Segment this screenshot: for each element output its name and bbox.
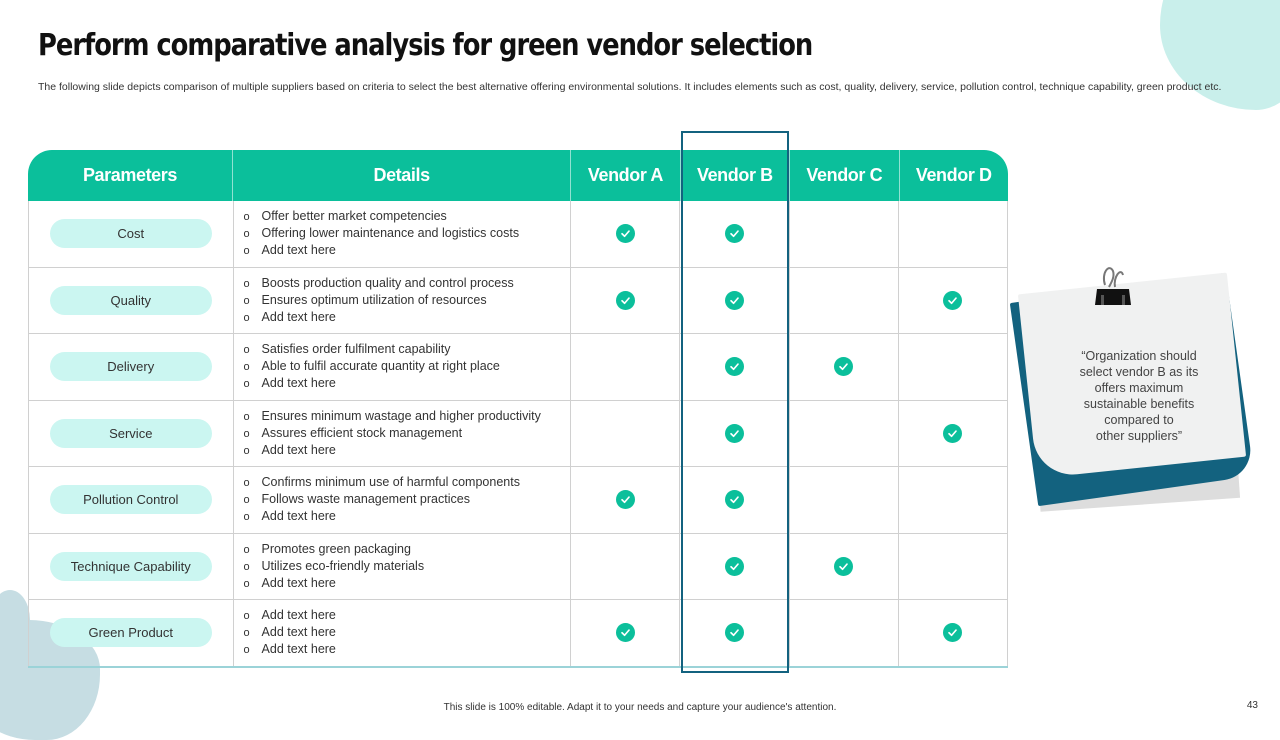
header-vendor-b: Vendor B [680, 150, 789, 201]
parameter-cell [28, 201, 233, 267]
bullet-marker: o [243, 277, 250, 290]
details-cell [233, 334, 571, 400]
vendor-d-cell [898, 268, 1008, 334]
note-line: sustainable benefits [1083, 397, 1195, 411]
details-item [244, 358, 500, 375]
details-list [234, 275, 514, 326]
note-text [1067, 348, 1211, 444]
vendor-b-cell [679, 268, 788, 334]
details-item [244, 242, 520, 259]
check-circle-icon [943, 291, 962, 310]
bullet-marker: o [243, 245, 250, 258]
details-cell [233, 401, 571, 467]
table-row [28, 201, 1008, 268]
vendor-b-cell [679, 201, 788, 267]
details-text: Satisfies order fulfilment capability [261, 342, 451, 357]
check-circle-icon [725, 357, 744, 376]
details-text: Add text here [261, 625, 336, 640]
vendor-d-cell [898, 201, 1008, 267]
slide-title: Perform comparative analysis for green vendor selection [38, 28, 813, 63]
details-item [244, 607, 336, 624]
parameter-cell [28, 600, 233, 666]
details-text: Add text here [261, 442, 336, 457]
table-row [28, 268, 1008, 335]
table-row [28, 334, 1008, 401]
bullet-marker: o [243, 344, 250, 357]
details-item [244, 341, 500, 358]
check-circle-icon [834, 557, 853, 576]
bullet-marker: o [243, 477, 250, 490]
note-line: “Organization should [1081, 349, 1197, 363]
vendor-d-cell [898, 600, 1008, 666]
details-text: Promotes green packaging [261, 541, 411, 556]
details-cell [233, 467, 571, 533]
vendor-d-cell [898, 467, 1008, 533]
bullet-marker: o [243, 427, 250, 440]
details-text: Utilizes eco-friendly materials [261, 558, 425, 573]
table-header [28, 150, 1008, 201]
details-item [244, 408, 541, 425]
header-details: Details [232, 150, 570, 201]
vendor-c-cell [789, 600, 898, 666]
check-circle-icon [943, 424, 962, 443]
details-item [244, 541, 425, 558]
details-item [244, 474, 520, 491]
details-text: Add text here [261, 642, 336, 657]
binder-clip-icon [1091, 265, 1135, 316]
table-row [28, 600, 1008, 668]
details-item [244, 491, 520, 508]
details-text: Able to fulfil accurate quantity at right place [261, 359, 500, 374]
details-text: Add text here [261, 608, 336, 623]
vendor-d-cell [898, 401, 1008, 467]
check-circle-icon [725, 490, 744, 509]
note-line: other suppliers” [1095, 429, 1183, 443]
bullet-marker: o [243, 627, 250, 640]
bullet-marker: o [243, 361, 250, 374]
details-item [244, 208, 520, 225]
details-item [244, 442, 541, 459]
recommendation-note [1015, 265, 1255, 515]
details-text: Confirms minimum use of harmful components [261, 475, 520, 490]
check-circle-icon [616, 490, 635, 509]
details-list [234, 607, 336, 658]
header-vendor-a: Vendor A [570, 150, 679, 201]
check-circle-icon [725, 424, 744, 443]
bullet-marker: o [243, 511, 250, 524]
details-list [234, 408, 541, 459]
check-circle-icon [616, 291, 635, 310]
slide-subtitle: The following slide depicts comparison of multiple suppliers based on criteria to select the best alternative offering environmental solutions. It includes elements such as cost, quality, delivery, service, pollution control, technique capability, green product etc. [38, 81, 1222, 93]
table-row [28, 467, 1008, 534]
vendor-a-cell [570, 534, 679, 600]
check-circle-icon [725, 557, 744, 576]
header-vendor-d: Vendor D [899, 150, 1008, 201]
parameter-cell [28, 401, 233, 467]
header-parameters: Parameters [82, 165, 178, 185]
details-item [244, 641, 336, 658]
note-line: compared to [1104, 413, 1174, 427]
vendor-c-cell [789, 201, 898, 267]
parameter-cell [28, 467, 233, 533]
note-line: offers maximum [1094, 381, 1184, 395]
vendor-a-cell [570, 334, 679, 400]
details-text: Add text here [261, 243, 336, 258]
parameter-pill: Quality [50, 286, 212, 315]
check-circle-icon [834, 357, 853, 376]
details-cell [233, 201, 571, 267]
vendor-b-cell [679, 534, 788, 600]
details-text: Offer better market competencies [261, 209, 447, 224]
parameter-pill: Delivery [50, 352, 212, 381]
bullet-marker: o [243, 228, 250, 241]
bullet-marker: o [243, 560, 250, 573]
details-text: Add text here [261, 575, 336, 590]
details-item [244, 425, 541, 442]
details-text: Ensures optimum utilization of resources [261, 292, 487, 307]
bullet-marker: o [243, 294, 250, 307]
details-text: Ensures minimum wastage and higher productivity [261, 408, 541, 423]
parameter-cell [28, 534, 233, 600]
check-circle-icon [616, 623, 635, 642]
parameter-pill: Green Product [50, 618, 212, 647]
details-list [234, 541, 425, 592]
bullet-marker: o [243, 211, 250, 224]
vendor-d-cell [898, 334, 1008, 400]
vendor-c-cell [789, 334, 898, 400]
details-list [234, 474, 520, 525]
table-row [28, 534, 1008, 601]
details-text: Add text here [261, 509, 336, 524]
details-text: Add text here [261, 376, 336, 391]
comparison-table [28, 150, 1008, 668]
vendor-c-cell [789, 467, 898, 533]
details-item [244, 225, 520, 242]
parameter-pill: Pollution Control [50, 485, 212, 514]
details-list [234, 208, 520, 259]
parameter-pill: Technique Capability [50, 552, 212, 581]
vendor-b-cell [679, 401, 788, 467]
header-vendor-c: Vendor C [789, 150, 898, 201]
check-circle-icon [725, 291, 744, 310]
details-cell [233, 600, 571, 666]
details-text: Offering lower maintenance and logistics costs [261, 226, 520, 241]
parameter-cell [28, 334, 233, 400]
bullet-marker: o [243, 644, 250, 657]
vendor-c-cell [789, 534, 898, 600]
bullet-marker: o [243, 378, 250, 391]
vendor-c-cell [789, 268, 898, 334]
bullet-marker: o [243, 610, 250, 623]
page-number: 43 [1246, 700, 1258, 711]
check-circle-icon [616, 224, 635, 243]
details-item [244, 292, 514, 309]
bullet-marker: o [243, 577, 250, 590]
table-body [28, 201, 1008, 668]
bullet-marker: o [243, 444, 250, 457]
vendor-d-cell [898, 534, 1008, 600]
check-circle-icon [943, 623, 962, 642]
details-text: Boosts production quality and control process [261, 275, 514, 290]
vendor-a-cell [570, 201, 679, 267]
vendor-b-cell [679, 467, 788, 533]
details-item [244, 275, 514, 292]
details-text: Assures efficient stock management [261, 425, 463, 440]
vendor-b-cell [679, 334, 788, 400]
vendor-c-cell [789, 401, 898, 467]
check-circle-icon [725, 224, 744, 243]
parameter-pill: Service [50, 419, 212, 448]
parameter-pill: Cost [50, 219, 212, 248]
bullet-marker: o [243, 410, 250, 423]
vendor-a-cell [570, 467, 679, 533]
vendor-a-cell [570, 600, 679, 666]
details-item [244, 624, 336, 641]
details-cell [233, 268, 571, 334]
details-item [244, 558, 425, 575]
vendor-a-cell [570, 401, 679, 467]
bullet-marker: o [243, 311, 250, 324]
vendor-b-cell [679, 600, 788, 666]
bullet-marker: o [243, 494, 250, 507]
check-circle-icon [725, 623, 744, 642]
bullet-marker: o [243, 543, 250, 556]
parameter-cell [28, 268, 233, 334]
note-line: select vendor B as its [1079, 365, 1199, 379]
details-item [244, 309, 514, 326]
details-text: Follows waste management practices [261, 492, 470, 507]
details-list [234, 341, 500, 392]
table-row [28, 401, 1008, 468]
details-text: Add text here [261, 309, 336, 324]
details-item [244, 375, 500, 392]
details-item [244, 508, 520, 525]
vendor-a-cell [570, 268, 679, 334]
details-cell [233, 534, 571, 600]
details-item [244, 575, 425, 592]
footer-text: This slide is 100% editable. Adapt it to your needs and capture your audience's attention. [443, 702, 837, 713]
